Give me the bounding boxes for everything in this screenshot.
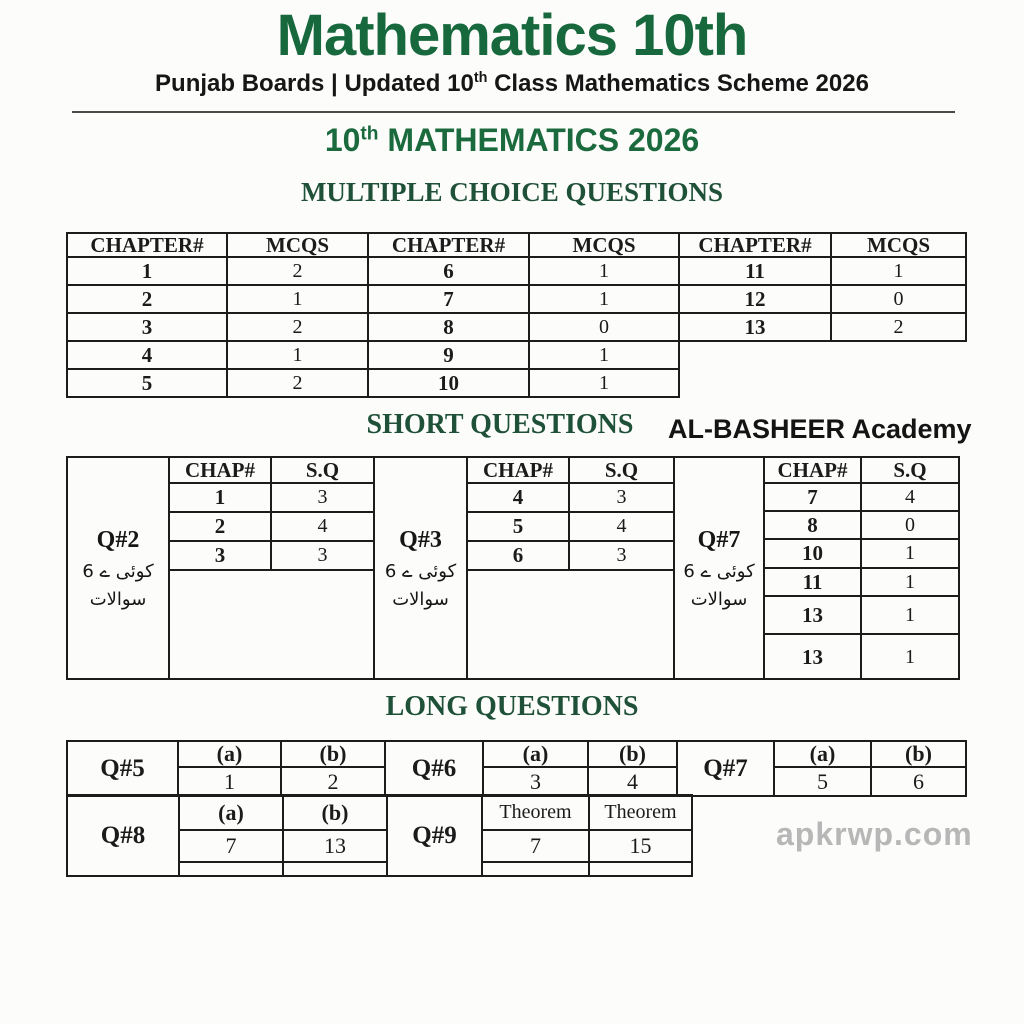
mcq-col-header: MCQS (832, 234, 967, 258)
short-questions-table (66, 456, 960, 680)
long-label-q9: Q#9 (388, 796, 483, 875)
chap-cell: 1 (170, 484, 272, 511)
urdu-note-line2: سوالات (89, 588, 147, 610)
urdu-note-line1: کوئی ے 6 (683, 560, 755, 582)
part-b-header: (b) (284, 796, 388, 831)
short-subtable-q7 (765, 458, 958, 678)
sq-col-header: S.Q (305, 457, 340, 482)
mcq-chapter-cell: 10 (369, 370, 530, 398)
chap-cell: 2 (170, 513, 272, 540)
long-chapter-cell: 1 (179, 768, 282, 795)
empty-cell (180, 863, 284, 875)
long-label-q8: Q#8 (68, 796, 180, 875)
short-subtable-q3 (468, 458, 675, 678)
chap-cell: 13 (765, 635, 862, 680)
mcq-col-header: CHAPTER# (68, 234, 228, 258)
scheme-heading-number: 10 (324, 122, 361, 158)
question-number: Q#7 (697, 526, 741, 553)
sq-cell: 1 (905, 603, 915, 626)
short-subtable-q2 (170, 458, 375, 678)
urdu-note-line2: سوالات (392, 588, 449, 610)
chap-col-header: CHAP# (468, 458, 570, 482)
long-questions-heading: LONG QUESTIONS (385, 691, 639, 722)
subtitle-superscript: th (473, 70, 488, 86)
part-a-header: (a) (775, 742, 872, 768)
page-title: Mathematics 10th (276, 3, 748, 68)
subtitle-prefix: Punjab Boards | Updated 10 (155, 70, 474, 97)
long-chapter-cell: 7 (180, 831, 284, 863)
mcq-chapter-cell: 4 (68, 342, 228, 370)
short-questions-heading: SHORT QUESTIONS (366, 409, 634, 440)
sq-cell: 4 (616, 515, 627, 537)
question-number: Q#3 (399, 526, 442, 553)
mcq-count-cell: 2 (832, 314, 967, 342)
empty-cell (832, 342, 967, 370)
chap-cell: 5 (468, 513, 570, 540)
scheme-heading (0, 122, 1024, 159)
sq-cell: 1 (905, 646, 915, 668)
empty-cell (832, 370, 967, 398)
long-chapter-cell: 7 (483, 831, 590, 863)
long-questions-table-row2 (66, 794, 693, 877)
mcq-chapter-cell: 7 (369, 286, 530, 314)
mcq-count-cell: 1 (530, 286, 680, 314)
long-chapter-cell: 2 (282, 768, 386, 795)
part-b-header: (b) (872, 742, 965, 768)
chap-cell: 6 (468, 542, 570, 569)
mcq-col-header: CHAPTER# (369, 234, 530, 258)
empty-cell (483, 863, 590, 875)
long-questions-table-row1 (66, 740, 967, 797)
long-label-q7: Q#7 (678, 742, 775, 795)
mcq-count-cell: 2 (228, 370, 369, 398)
mcq-count-cell: 1 (228, 286, 369, 314)
sq-cell: 4 (317, 515, 328, 537)
chap-cell: 7 (765, 484, 862, 510)
mcq-count-cell: 2 (228, 258, 369, 286)
long-label-q5: Q#5 (68, 742, 179, 795)
page-subtitle (0, 70, 1024, 98)
mcq-count-cell: 1 (530, 258, 680, 286)
urdu-note-line1: کوئی ے 6 (384, 560, 457, 582)
question-number: Q#2 (96, 526, 140, 553)
sq-cell: 3 (616, 486, 627, 508)
scheme-heading-superscript: th (360, 123, 379, 145)
sq-cell: 0 (905, 513, 915, 536)
sq-cell: 3 (317, 544, 328, 566)
long-chapter-cell: 13 (284, 831, 388, 863)
long-chapter-cell: 4 (589, 768, 678, 795)
academy-name: AL-BASHEER Academy (668, 414, 972, 444)
mcq-table (66, 232, 967, 398)
long-label-q6: Q#6 (386, 742, 484, 795)
mcq-count-cell: 1 (832, 258, 967, 286)
mcq-col-header: MCQS (530, 234, 680, 258)
sq-col-header: S.Q (893, 457, 927, 482)
chap-cell: 13 (765, 597, 862, 633)
scheme-heading-rest: MATHEMATICS 2026 (378, 122, 700, 158)
part-a-header: (a) (180, 796, 284, 831)
part-a-header: (a) (484, 742, 589, 768)
short-block-label-q3 (375, 458, 468, 678)
mcq-chapter-cell: 11 (680, 258, 832, 286)
chap-col-header: CHAP# (170, 458, 272, 482)
mcq-section-heading: MULTIPLE CHOICE QUESTIONS (300, 177, 724, 207)
sq-col-header: S.Q (604, 457, 639, 482)
mcq-count-cell: 1 (530, 342, 680, 370)
empty-cell (680, 370, 832, 398)
mcq-chapter-cell: 1 (68, 258, 228, 286)
mcq-chapter-cell: 13 (680, 314, 832, 342)
sq-cell: 1 (905, 570, 915, 593)
sq-cell: 3 (317, 486, 328, 508)
chap-cell: 8 (765, 512, 862, 538)
mcq-col-header: MCQS (228, 234, 369, 258)
long-chapter-cell: 5 (775, 768, 872, 795)
empty-cell (284, 863, 388, 875)
mcq-count-cell: 1 (228, 342, 369, 370)
empty-cell (590, 863, 691, 875)
watermark: apkrwp.com (776, 816, 973, 852)
mcq-chapter-cell: 2 (68, 286, 228, 314)
sq-cell: 3 (616, 544, 627, 566)
mcq-count-cell: 0 (530, 314, 680, 342)
mcq-chapter-cell: 5 (68, 370, 228, 398)
sq-cell: 1 (905, 542, 915, 564)
chap-cell: 3 (170, 542, 272, 569)
urdu-note-line1: کوئی ے 6 (82, 560, 154, 582)
mcq-chapter-cell: 12 (680, 286, 832, 314)
chap-col-header: CHAP# (765, 458, 862, 482)
chap-cell: 10 (765, 540, 862, 567)
mcq-count-cell: 2 (228, 314, 369, 342)
mcq-chapter-cell: 3 (68, 314, 228, 342)
urdu-note-line2: سوالات (690, 588, 748, 610)
short-block-label-q7 (675, 458, 765, 678)
header-divider (72, 111, 955, 113)
part-b-header: (b) (589, 742, 678, 768)
mcq-chapter-cell: 8 (369, 314, 530, 342)
part-b-header: (b) (282, 742, 386, 768)
short-block-label-q2 (68, 458, 170, 678)
mcq-chapter-cell: 9 (369, 342, 530, 370)
mcq-col-header: CHAPTER# (680, 234, 832, 258)
sq-cell: 4 (905, 485, 915, 508)
part-a-header: (a) (179, 742, 282, 768)
theorem-header: Theorem (483, 796, 590, 831)
mcq-count-cell: 1 (530, 370, 680, 398)
chap-cell: 4 (468, 484, 570, 511)
long-chapter-cell: 6 (913, 768, 924, 794)
theorem-header: Theorem (590, 796, 691, 831)
long-chapter-cell: 15 (590, 831, 691, 863)
mcq-count-cell: 0 (832, 286, 967, 314)
subtitle-suffix: Class Mathematics Scheme 2026 (487, 70, 869, 97)
empty-cell (680, 342, 832, 370)
long-chapter-cell: 3 (484, 768, 589, 795)
mcq-chapter-cell: 6 (369, 258, 530, 286)
chap-cell: 11 (765, 569, 862, 595)
